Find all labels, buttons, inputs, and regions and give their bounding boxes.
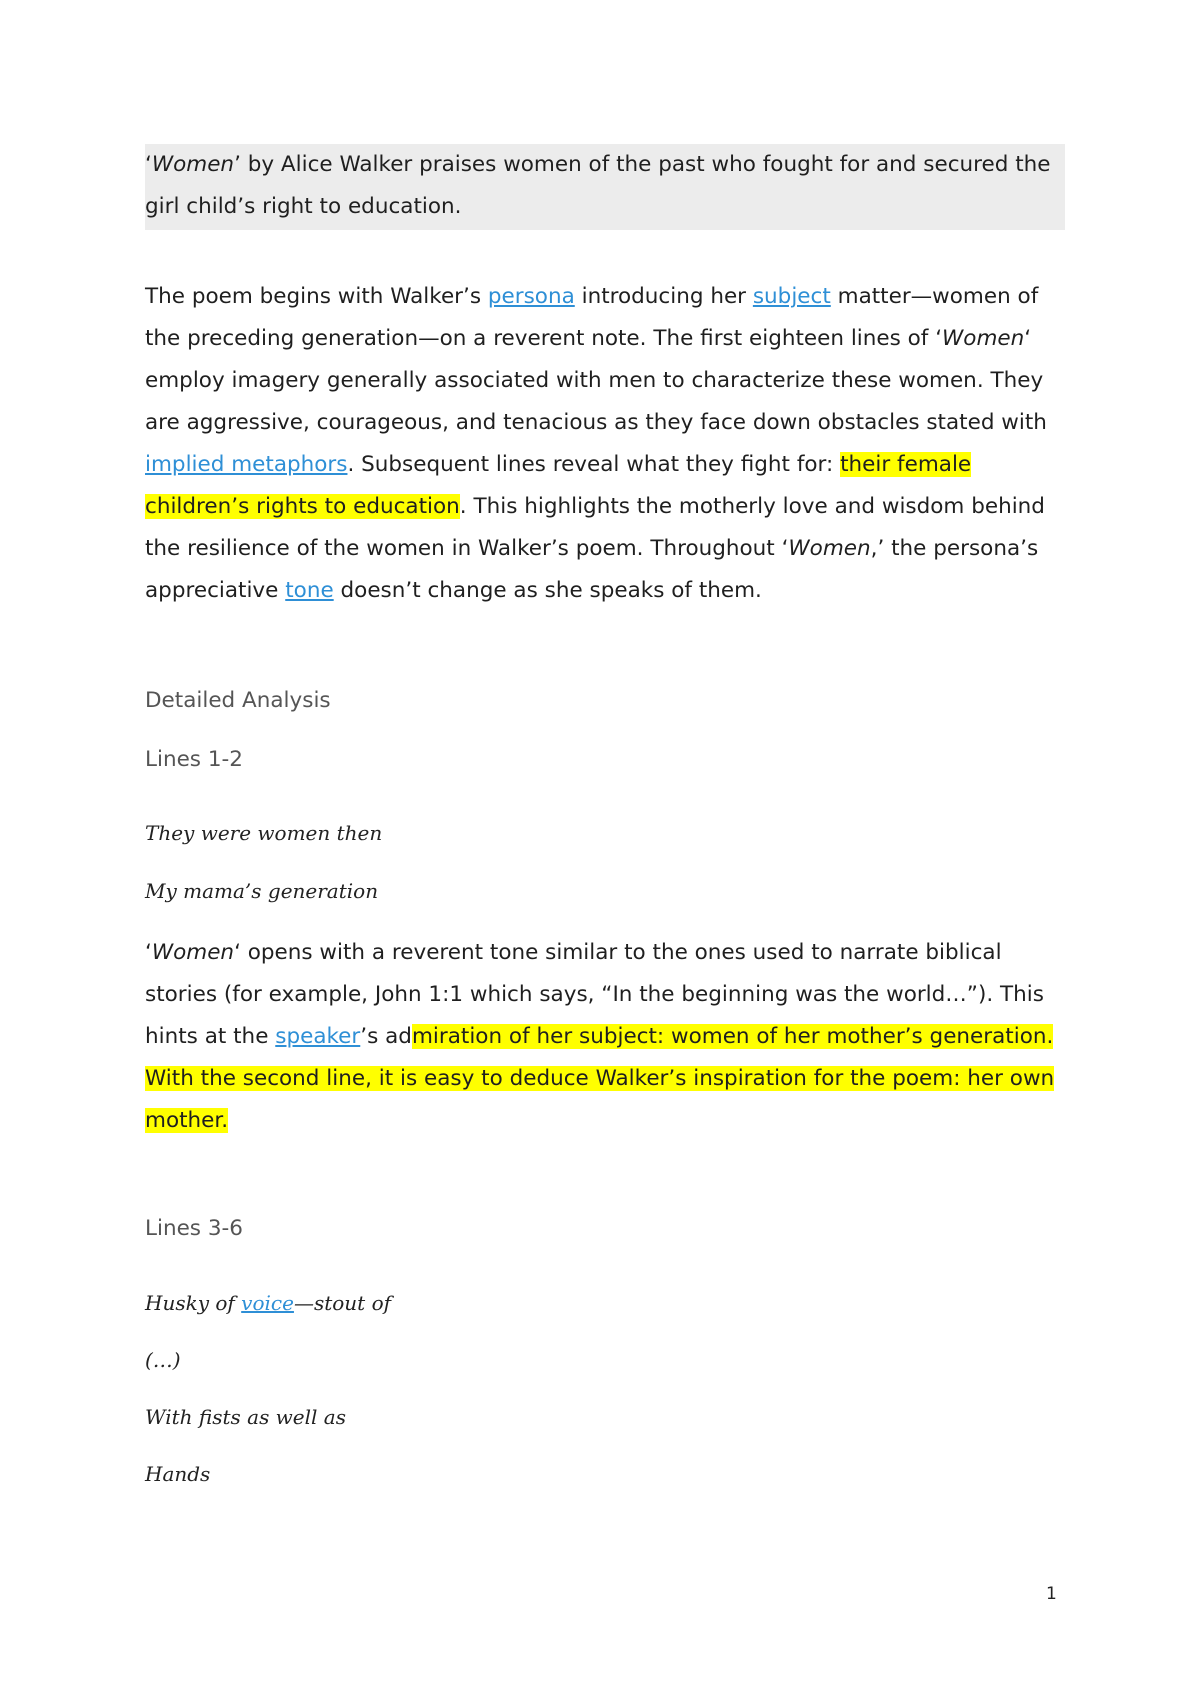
text-run: . This highlights the motherly love and wisdom behind the resilience of the women in Walker’s poem. Throughout ‘ <box>145 494 1045 561</box>
text-run: ,’ the persona’s appreciative <box>145 536 1039 603</box>
link-voice[interactable]: voice <box>241 1291 294 1315</box>
intro-summary-rest: ’ by Alice Walker praises women of the past who fought for and secured the girl child’s right to education. <box>145 152 1051 219</box>
poem-title: Women <box>788 536 871 561</box>
link-tone[interactable]: tone <box>285 578 334 603</box>
poem-line: (…) <box>145 1348 181 1372</box>
poem-line: With fists as well as <box>145 1405 346 1429</box>
text-run: matter—women of the preceding generation—on a reverent note. The first eighteen lines of ‘ <box>145 284 1039 351</box>
poem-line: My mama’s generation <box>145 879 379 903</box>
section-heading: Detailed Analysis <box>145 688 331 713</box>
text-run: doesn’t change as she speaks of them. <box>333 578 762 603</box>
poem-text: Husky of <box>145 1291 242 1315</box>
link-speaker[interactable]: speaker <box>275 1024 361 1049</box>
open-quote: ‘ <box>145 152 152 177</box>
highlighted-text: their female children’s rights to education <box>145 452 972 519</box>
poem-line: Hands <box>145 1462 211 1486</box>
poem-text: —stout of <box>293 1291 392 1315</box>
text-run: The poem begins with Walker’s <box>145 284 488 309</box>
poem-title: Women <box>151 940 235 965</box>
subheading-lines-3-6: Lines 3-6 <box>145 1216 243 1241</box>
analysis-paragraph <box>145 932 1065 1142</box>
text-run: . Subsequent lines reveal what they fight for: <box>347 452 841 477</box>
text-run: introducing her <box>574 284 753 309</box>
text-run: ‘ employ imagery generally associated with men to characterize these women. They are aggressive, courageous, and tenacious as they face down obstacles stated with <box>145 326 1047 435</box>
poem-title: Women <box>942 326 1025 351</box>
subheading-lines-1-2: Lines 1-2 <box>145 747 243 772</box>
link-subject[interactable]: subject <box>752 284 831 309</box>
text-run: ’s ad <box>360 1024 412 1049</box>
poem-title: Women <box>151 152 235 177</box>
intro-summary-box <box>145 144 1065 230</box>
page-number: 1 <box>1046 1584 1057 1604</box>
text-run: ‘ opens with a reverent tone similar to the ones used to narrate biblical stories (for example, John 1:1 which says, “In the beginning was the world…”). This hints at the <box>145 940 1044 1049</box>
intro-summary-text <box>145 144 1060 228</box>
link-implied-metaphors[interactable]: implied metaphors <box>145 452 348 477</box>
highlighted-text: miration of her subject: women of her mother’s generation. With the second line, it is easy to deduce Walker’s inspiration for the poem: her own mother. <box>145 1024 1055 1133</box>
overview-paragraph <box>145 276 1065 612</box>
open-quote: ‘ <box>145 940 152 965</box>
poem-line <box>145 1288 391 1318</box>
poem-line: They were women then <box>145 821 383 845</box>
link-persona[interactable]: persona <box>487 284 575 309</box>
